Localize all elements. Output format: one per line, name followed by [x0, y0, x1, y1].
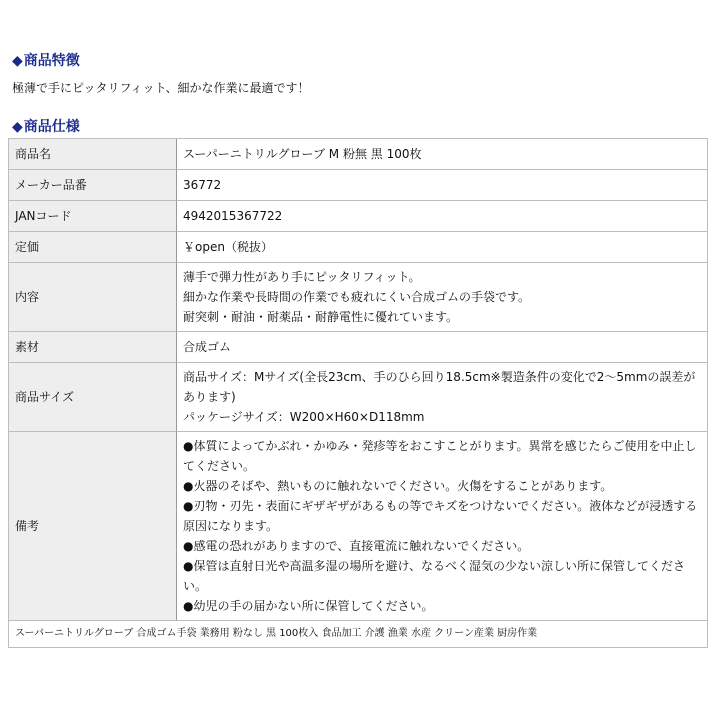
spec-value: [177, 232, 708, 263]
spec-value: [177, 201, 708, 232]
spec-value: [177, 363, 708, 432]
spec-row-product-name: [9, 139, 708, 170]
diamond-bullet-icon: ◆: [12, 119, 23, 135]
spec-value-line: 耐突刺・耐油・耐薬品・耐静電性に優れています。: [183, 310, 459, 324]
features-heading: [12, 52, 80, 70]
spec-value: [177, 432, 708, 621]
note-item: ●感電の恐れがありますので、直接電流に触れないでください。: [183, 539, 530, 553]
spec-value: [177, 139, 708, 170]
spec-row-price: [9, 232, 708, 263]
spec-row-maker-number: [9, 170, 708, 201]
spec-label: 内容: [9, 263, 177, 332]
spec-value-line: ￥open（税抜）: [183, 240, 273, 254]
spec-row-size: [9, 363, 708, 432]
features-heading-text: 商品特徴: [23, 53, 80, 69]
spec-value: [177, 263, 708, 332]
spec-label: 商品名: [9, 139, 177, 170]
note-item: ●火器のそばや、熱いものに触れないでください。火傷をすることがあります。: [183, 479, 613, 493]
spec-table: [8, 138, 708, 648]
spec-label: 商品サイズ: [9, 363, 177, 432]
spec-value-line: パッケージサイズ：W200×H60×D118mm: [183, 410, 425, 424]
spec-value-line: 商品サイズ：Mサイズ(全長23cm、手のひら回り18.5cm※製造条件の変化で2～5mmの誤差があります): [183, 370, 696, 404]
spec-row-material: [9, 332, 708, 363]
features-text: 極薄で手にピッタリフィット、細かな作業に最適です！: [12, 81, 310, 95]
spec-value-line: 薄手で弾力性があり手にピッタリフィット。: [183, 270, 421, 284]
spec-value-line: 合成ゴム: [183, 340, 232, 354]
spec-footer-keywords: スーパーニトリルグローブ 合成ゴム手袋 業務用 粉なし 黒 100枚入 食品加工 介護 漁業 水産 クリーン産業 厨房作業: [9, 621, 708, 648]
specs-heading: [12, 118, 80, 136]
spec-footer-row: [9, 621, 708, 648]
spec-label: メーカー品番: [9, 170, 177, 201]
spec-row-notes: [9, 432, 708, 621]
diamond-bullet-icon: ◆: [12, 53, 23, 69]
spec-label: 定価: [9, 232, 177, 263]
spec-row-jan-code: [9, 201, 708, 232]
note-item: ●幼児の手の届かない所に保管してください。: [183, 599, 434, 613]
spec-label: 備考: [9, 432, 177, 621]
note-item: ●保管は直射日光や高温多湿の場所を避け、なるべく湿気の少ない涼しい所に保管してください。: [183, 559, 685, 593]
spec-value-line: 細かな作業や長時間の作業でも疲れにくい合成ゴムの手袋です。: [183, 290, 531, 304]
spec-row-contents: [9, 263, 708, 332]
spec-value: [177, 170, 708, 201]
spec-value-line: 36772: [183, 178, 222, 192]
spec-label: 素材: [9, 332, 177, 363]
note-item: ●体質によってかぶれ・かゆみ・発疹等をおこすことがります。異常を感じたらご使用を中止してください。: [183, 439, 697, 473]
spec-value: [177, 332, 708, 363]
spec-value-line: 4942015367722: [183, 209, 283, 223]
note-item: ●刃物・刃先・表面にギザギザがあるもの等でキズをつけないでください。液体などが浸透する原因になります。: [183, 499, 698, 533]
spec-label: JANコード: [9, 201, 177, 232]
specs-heading-text: 商品仕様: [23, 119, 80, 135]
spec-value-line: スーパーニトリルグローブ M 粉無 黒 100枚: [183, 147, 422, 161]
